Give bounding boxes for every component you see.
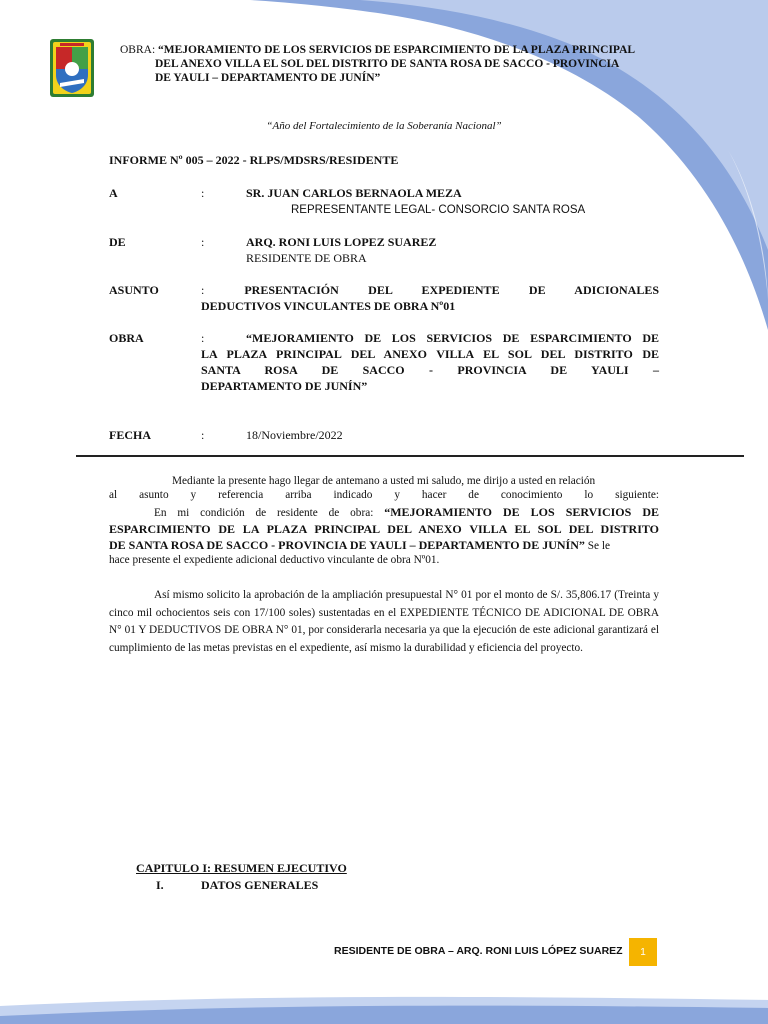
header-obra-line1: “MEJORAMIENTO DE LOS SERVICIOS DE ESPARCIMIENTO DE LA PLAZA PRINCIPAL [158, 44, 636, 56]
header-obra-prefix: OBRA: [120, 44, 159, 56]
footer-signature: RESIDENTE DE OBRA – ARQ. RONI LUIS LÓPEZ SUAREZ [334, 945, 623, 957]
body-paragraph-3: Así mismo solicito la aprobación de la ampliación presupuestal N° 01 por el monto de S/. 35,806.17 (Treinta y cinco mil ochocientos seis con 17/100 soles) sustentadas en el EXPEDIENTE TÉCNICO DE ADICIONAL DE OBRA N° 01 Y DEDUCTIVOS DE OBRA N° 01, por considerarla necesaria ya que la ejecución de este adicional garantizará el cumplimiento de las metas previstas en el expediente, así mismo la durabilidad y eficiencia del proyecto. [109, 589, 659, 654]
section-number: I. [156, 878, 164, 892]
header-obra-line2: DEL ANEXO VILLA EL SOL DEL DISTRITO DE SANTA ROSA DE SACCO - PROVINCIA [155, 58, 620, 70]
p1-line2: al asunto y referencia arriba indicado y hacer de conocimiento lo siguiente: [109, 488, 659, 501]
field-obra-line1: “MEJORAMIENTO DE LOS SERVICIOS DE ESPARCIMIENTO DE [246, 331, 659, 345]
field-obra [109, 330, 659, 396]
header-divider [76, 455, 744, 457]
field-asunto-line2: DEDUCTIVOS VINCULANTES DE OBRA Nº01 [201, 299, 456, 313]
field-asunto-line1-wrap [201, 282, 659, 298]
field-fecha-value: 18/Noviembre/2022 [246, 428, 343, 442]
section-title: DATOS GENERALES [201, 878, 319, 892]
field-fecha-label: FECHA [109, 428, 151, 442]
section-heading [156, 878, 319, 893]
field-asunto-line1: PRESENTACIÓN DEL EXPEDIENTE DE ADICIONALES [244, 283, 659, 297]
field-a-colon: : [201, 186, 205, 200]
p2-bold3: DE SANTA ROSA DE SACCO - PROVINCIA DE YAULI – DEPARTAMENTO DE JUNÍN” [109, 537, 585, 552]
p1-line1: Mediante la presente hago llegar de antemano a usted mi saludo, me dirijo a usted en relación [172, 475, 596, 487]
field-a-name: SR. JUAN CARLOS BERNAOLA MEZA [246, 186, 462, 200]
field-obra-line3: SANTA ROSA DE SACCO - PROVINCIA DE YAULI – [201, 363, 659, 377]
report-number: INFORME Nº 005 – 2022 - RLPS/MDSRS/RESIDENTE [109, 153, 399, 167]
field-asunto [109, 282, 659, 316]
chapter-title: CAPITULO I: RESUMEN EJECUTIVO [136, 861, 347, 875]
municipality-seal-icon [50, 39, 94, 97]
field-obra-line4: DEPARTAMENTO DE JUNÍN” [201, 379, 368, 393]
p2-tail: Se le [584, 539, 610, 552]
field-asunto-label: ASUNTO [109, 283, 159, 297]
body-paragraph-1 [109, 475, 659, 502]
field-de-label: DE [109, 235, 126, 249]
header-project-title [120, 43, 655, 85]
body-paragraph-2 [109, 506, 659, 567]
p2-bold1: “MEJORAMIENTO DE LOS SERVICIOS DE [384, 505, 659, 519]
field-de-colon: : [201, 235, 205, 249]
year-motto: “Año del Fortalecimiento de la Soberanía Nacional” [266, 120, 502, 132]
field-a-role: REPRESENTANTE LEGAL- CONSORCIO SANTA ROSA [291, 204, 586, 216]
page-number-badge: 1 [629, 938, 657, 966]
field-de-name: ARQ. RONI LUIS LOPEZ SUAREZ [246, 235, 437, 249]
field-a-label: A [109, 186, 118, 200]
field-obra-line2: LA PLAZA PRINCIPAL DEL ANEXO VILLA EL SOL DEL DISTRITO DE [201, 347, 659, 361]
field-obra-label: OBRA [109, 331, 144, 345]
field-obra-colon: : [201, 331, 205, 345]
p2-intro: En mi condición de residente de obra: [154, 507, 385, 519]
field-de-role: RESIDENTE DE OBRA [246, 251, 367, 265]
header-obra-line3: DE YAULI – DEPARTAMENTO DE JUNÍN” [155, 72, 381, 84]
field-asunto-colon: : [201, 283, 205, 297]
p2-bold2: ESPARCIMIENTO DE LA PLAZA PRINCIPAL DEL ANEXO VILLA EL SOL DEL DISTRITO [109, 521, 659, 536]
p2-line4: hace presente el expediente adicional deductivo vinculante de obra Nº01. [109, 553, 440, 566]
field-fecha-colon: : [201, 428, 205, 442]
